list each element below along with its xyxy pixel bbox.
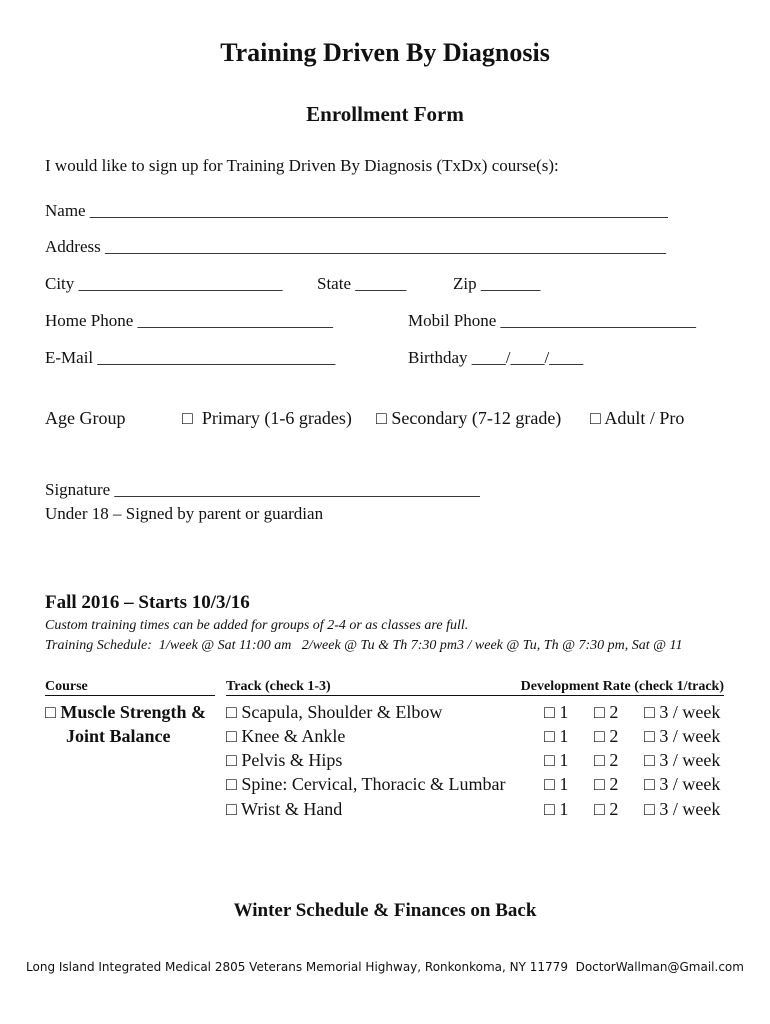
age-group-label: Age Group	[45, 408, 126, 428]
rate-option-1[interactable]: □ 1	[544, 726, 569, 746]
rate-header: Development Rate (check 1/track)	[490, 679, 724, 696]
rate-option-3[interactable]: □ 3 / week	[644, 702, 721, 722]
rate-option-2[interactable]: □ 2	[594, 750, 619, 770]
rate-option-1[interactable]: □ 1	[544, 774, 569, 794]
course-header: Course	[45, 679, 215, 696]
back-page-note: Winter Schedule & Finances on Back	[233, 900, 537, 921]
track-option[interactable]: □ Wrist & Hand	[226, 799, 343, 819]
rate-option-1[interactable]: □ 1	[544, 702, 569, 722]
zip-field[interactable]: Zip _______	[453, 274, 541, 293]
rate-option-2[interactable]: □ 2	[594, 774, 619, 794]
session-note: Custom training times can be added for groups of 2-4 or as classes are full.	[45, 618, 469, 633]
rate-option-1[interactable]: □ 1	[544, 750, 569, 770]
footer-contact: Long Island Integrated Medical 2805 Veterans Memorial Highway, Ronkonkoma, NY 11779 DoctorWallman@Gmail.com	[26, 960, 744, 974]
track-option[interactable]: □ Knee & Ankle	[226, 726, 346, 746]
page-title: Training Driven By Diagnosis	[220, 38, 550, 67]
signature-field[interactable]: Signature ___________________________________________	[45, 480, 480, 499]
track-header: Track (check 1-3)	[226, 679, 490, 696]
signature-note: Under 18 – Signed by parent or guardian	[45, 504, 324, 523]
rate-option-2[interactable]: □ 2	[594, 726, 619, 746]
name-field[interactable]: Name ____________________________________________________________________	[45, 201, 668, 220]
address-field[interactable]: Address __________________________________________________________________	[45, 237, 666, 256]
session-heading: Fall 2016 – Starts 10/3/16	[45, 592, 250, 613]
rate-option-3[interactable]: □ 3 / week	[644, 726, 721, 746]
birthday-field[interactable]: Birthday ____/____/____	[408, 348, 584, 367]
age-option-primary[interactable]: □ Primary (1-6 grades)	[182, 408, 352, 428]
mobil-phone-field[interactable]: Mobil Phone _______________________	[408, 311, 697, 330]
rate-option-3[interactable]: □ 3 / week	[644, 774, 721, 794]
intro-text: I would like to sign up for Training Driven By Diagnosis (TxDx) course(s):	[45, 156, 559, 175]
course-muscle-strength[interactable]: □ Muscle Strength &	[45, 702, 207, 722]
city-field[interactable]: City ________________________	[45, 274, 283, 293]
form-subtitle: Enrollment Form	[306, 102, 464, 126]
state-field[interactable]: State ______	[317, 274, 407, 293]
track-option[interactable]: □ Scapula, Shoulder & Elbow	[226, 702, 443, 722]
rate-option-3[interactable]: □ 3 / week	[644, 799, 721, 819]
age-option-adult[interactable]: □ Adult / Pro	[590, 408, 685, 428]
rate-option-3[interactable]: □ 3 / week	[644, 750, 721, 770]
course-joint-balance: Joint Balance	[66, 726, 171, 746]
rate-option-1[interactable]: □ 1	[544, 799, 569, 819]
track-option[interactable]: □ Pelvis & Hips	[226, 750, 343, 770]
rate-option-2[interactable]: □ 2	[594, 702, 619, 722]
home-phone-field[interactable]: Home Phone _______________________	[45, 311, 334, 330]
age-option-secondary[interactable]: □ Secondary (7-12 grade)	[376, 408, 562, 428]
email-field[interactable]: E-Mail ____________________________	[45, 348, 336, 367]
track-option[interactable]: □ Spine: Cervical, Thoracic & Lumbar	[226, 774, 506, 794]
rate-option-2[interactable]: □ 2	[594, 799, 619, 819]
schedule-note: Training Schedule: 1/week @ Sat 11:00 am 2/week @ Tu & Th 7:30 pm3 / week @ Tu, Th @ 7:30 pm, Sat @ 11	[45, 638, 683, 653]
